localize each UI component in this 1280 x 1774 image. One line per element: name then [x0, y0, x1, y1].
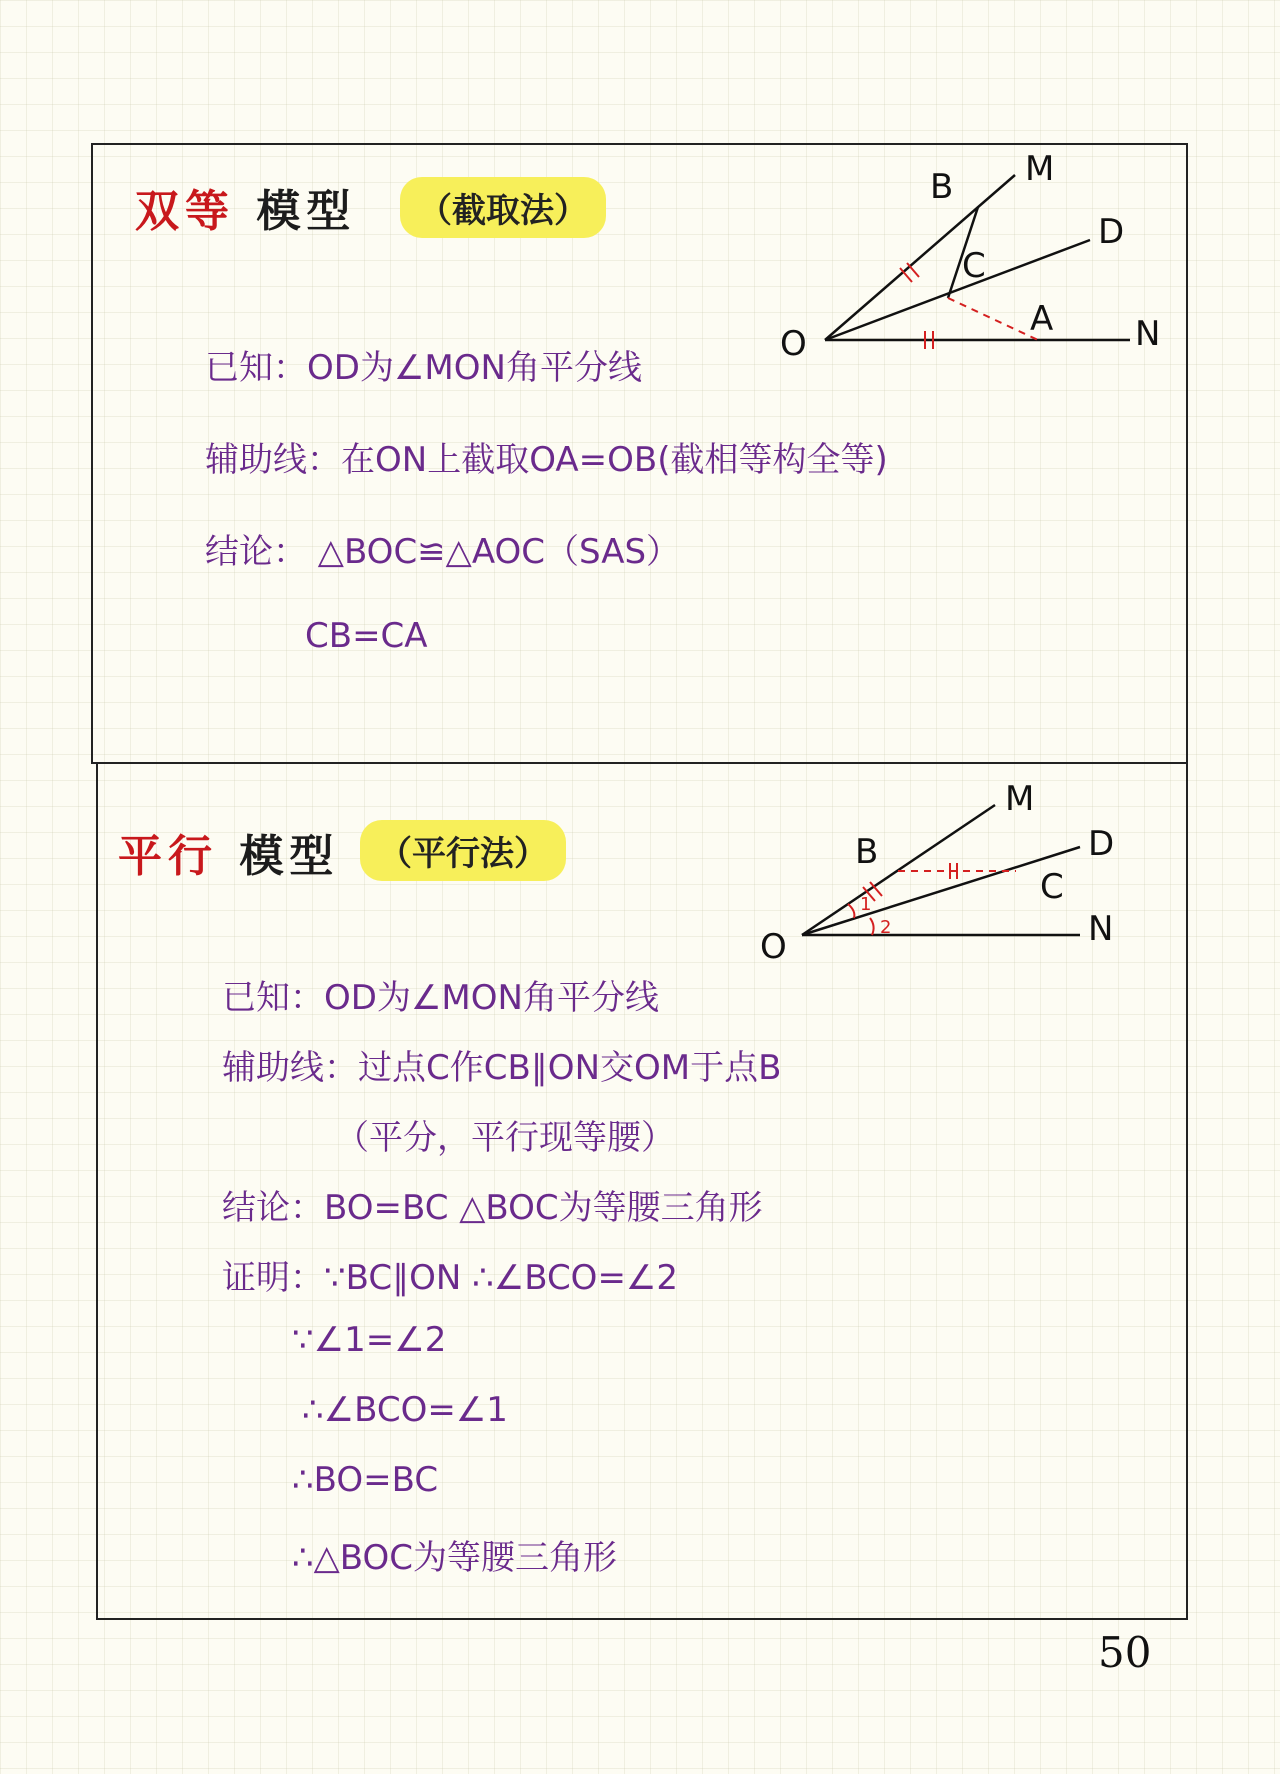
section-1-method-highlight: （截取法）: [400, 177, 606, 238]
section-1-title-black: 模型: [256, 186, 357, 237]
label-c-2: C: [1040, 867, 1064, 907]
section-1-conclusion-2: CB=CA: [305, 616, 428, 656]
label-c: C: [962, 246, 986, 286]
proof-line-1: 证明：∵BC∥ON ∴∠BCO=∠2: [222, 1258, 679, 1298]
section-2-diagram: [760, 779, 1160, 975]
section-1-title: [135, 175, 356, 239]
label-n: N: [1135, 314, 1161, 354]
section-1-given: 已知：OD为∠MON角平分线: [205, 348, 642, 388]
label-n-2: N: [1088, 909, 1114, 949]
label-m: M: [1025, 149, 1055, 189]
section-2-aux-note: （平分，平行现等腰）: [335, 1118, 675, 1158]
proof-line-2: ∵∠1=∠2: [292, 1320, 447, 1360]
label-d: D: [1098, 212, 1125, 252]
ray-od-2: [802, 847, 1080, 935]
section-1-conclusion: 结论： △BOC≌△AOC（SAS）: [205, 532, 681, 572]
section-2-title: [118, 820, 339, 884]
section-1-title-red: 双等: [135, 186, 235, 237]
section-2-given: 已知：OD为∠MON角平分线: [222, 978, 659, 1018]
label-b-2: B: [855, 832, 879, 872]
label-b: B: [930, 167, 954, 207]
section-2-title-red: 平行: [118, 831, 218, 882]
label-o-2: O: [760, 927, 787, 967]
segment-ca-dashed: [948, 298, 1038, 340]
angle-1-arc: [848, 904, 854, 918]
proof-line-5: ∴△BOC为等腰三角形: [292, 1538, 618, 1578]
page-number: 50: [1098, 1628, 1152, 1677]
proof-line-4: ∴BO=BC: [292, 1460, 439, 1500]
label-a: A: [1030, 299, 1054, 339]
section-2-aux-line: 辅助线：过点C作CB∥ON交OM于点B: [222, 1048, 782, 1088]
angle-2-arc: [870, 918, 874, 935]
section-2-conclusion: 结论：BO=BC △BOC为等腰三角形: [222, 1188, 763, 1228]
angle-2-label: 2: [880, 917, 892, 938]
proof-line-3: ∴∠BCO=∠1: [302, 1390, 508, 1430]
section-1-diagram: [780, 150, 1180, 370]
label-d-2: D: [1088, 824, 1115, 864]
section-2-title-black: 模型: [239, 831, 340, 882]
label-o: O: [780, 324, 807, 364]
angle-1-label: 1: [860, 894, 872, 915]
section-2-method-highlight: （平行法）: [360, 820, 566, 881]
label-m-2: M: [1005, 779, 1035, 819]
section-1-aux-line: 辅助线：在ON上截取OA=OB(截相等构全等): [205, 440, 888, 480]
